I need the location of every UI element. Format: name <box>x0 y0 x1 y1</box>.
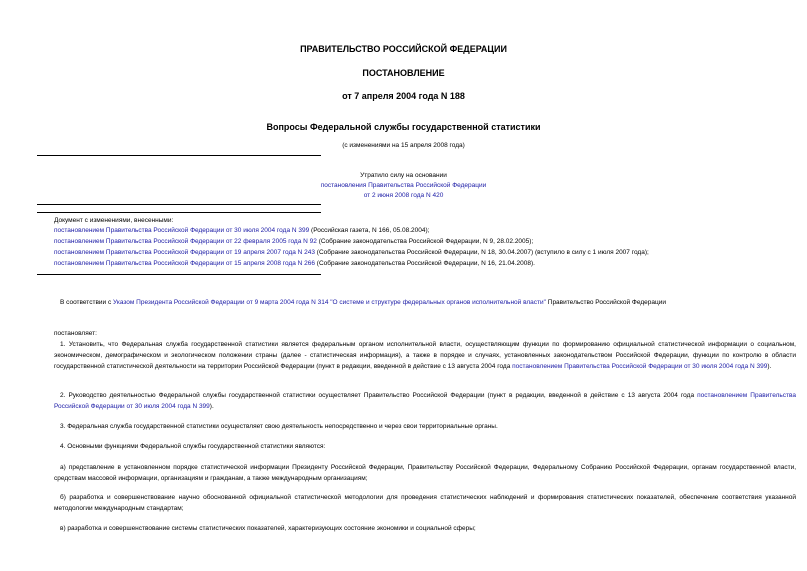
amendment-link[interactable]: постановлением Правительства Российской Федерации от 30 июля 2004 года N 399 <box>512 363 768 370</box>
presidential-decree-link[interactable]: Указом Президента Российской Федерации от 9 марта 2004 года N 314 "О системе и структуре федеральных органов исполнительной власти" <box>113 299 546 306</box>
amendment-item <box>54 226 794 236</box>
divider <box>37 204 321 205</box>
subparagraph-a: а) представление в установленном порядке статистической информации Президенту Российской Федерации, Правительству Российской Федерации, Федеральному Собранию Российской Федерации, органам государственной власти, средствам массовой информации, организациям и гражданам, а также международным организациям; <box>54 464 796 482</box>
amendment-link[interactable]: постановлением Правительства Российской Федерации от 19 апреля 2007 года N 243 <box>54 249 315 256</box>
amendment-item <box>54 248 794 258</box>
government-heading: ПРАВИТЕЛЬСТВО РОССИЙСКОЙ ФЕДЕРАЦИИ <box>300 44 507 54</box>
paragraph-2 <box>54 390 796 412</box>
paragraph-3: 3. Федеральная служба государственной статистики осуществляет свою деятельность непосредственно и через свои территориальные органы. <box>60 423 498 430</box>
paragraph-2-text: 2. Руководство деятельностью Федеральной службы государственной статистики осуществляет Правительство Российской Федерации (пункт в редакции, введенной в действие с 13 августа 2004 года <box>60 392 698 399</box>
amendment-link[interactable]: постановлением Правительства Российской Федерации от 22 февраля 2005 года N 92 <box>54 238 317 245</box>
repeal-link-date[interactable]: от 2 июня 2008 года N 420 <box>363 192 444 199</box>
preamble <box>60 297 796 308</box>
amendment-source: (Собрание законодательства Российской Федерации, N 9, 28.02.2005); <box>316 238 534 245</box>
amendment-item <box>54 237 794 247</box>
subparagraph-c: в) разработка и совершенствование системы статистических показателей, характеризующих состояние экономики и социальной сферы; <box>60 525 476 532</box>
divider <box>37 155 321 156</box>
paragraph-1 <box>54 339 796 372</box>
preamble-suffix: Правительство Российской Федерации <box>545 299 666 306</box>
amendment-link[interactable]: постановлением Правительства Российской Федерации от 30 июля 2004 года N 399 <box>54 227 310 234</box>
document-title: Вопросы Федеральной службы государственной статистики <box>266 122 541 132</box>
status-line: Утратило силу на основании <box>360 172 447 179</box>
amendment-source: (Российская газета, N 166, 05.08.2004); <box>309 227 430 234</box>
amendment-link[interactable]: постановлением Правительства Российской Федерации от 15 апреля 2008 года N 266 <box>54 260 315 267</box>
document-date-number: от 7 апреля 2004 года N 188 <box>342 91 465 101</box>
amendment-link[interactable]: постановлением Правительства Российской Федерации от 30 июля 2004 года N 399 <box>54 392 796 410</box>
amendment-source: (Собрание законодательства Российской Федерации, N 16, 21.04.2008). <box>315 260 535 267</box>
paragraph-1-end: ). <box>767 363 772 370</box>
amendments-intro: Документ с изменениями, внесенными: <box>54 217 174 224</box>
repeal-link[interactable]: постановления Правительства Российской Федерации <box>320 182 487 189</box>
divider <box>37 274 321 275</box>
paragraph-1-text: 1. Установить, что Федеральная служба государственной статистики является федеральным органом исполнительной власти, осуществляющим функции по формированию официальной статистической информации о социальном, экономическом, демографическом и экологическом положении страны (далее - статистическая информация), а также в порядке и случаях, установленных законодательством Российской Федерации, функции по контролю в области государственной статистической деятельности на территории Российской Федерации (пункт в редакции, введенной в действие с 13 августа 2004 года <box>54 341 796 370</box>
decrees-word: постановляет: <box>54 330 97 337</box>
changes-note: (с изменениями на 15 апреля 2008 года) <box>342 142 465 149</box>
paragraph-2-end: ). <box>209 403 214 410</box>
preamble-prefix: В соответствии с <box>60 299 114 306</box>
subparagraph-b: б) разработка и совершенствование научно обоснованной официальной статистической методологии для проведения статистических наблюдений и формирования статистических показателей, обеспечение соответствия указанной методологии международным стандартам; <box>54 494 796 512</box>
amendment-source: (Собрание законодательства Российской Федерации, N 18, 30.04.2007) (вступило в силу с 1 июля 2007 года); <box>315 249 649 256</box>
amendment-item <box>54 259 794 269</box>
paragraph-4: 4. Основными функциями Федеральной службы государственной статистики являются: <box>60 443 326 450</box>
document-type: ПОСТАНОВЛЕНИЕ <box>362 68 445 78</box>
divider <box>37 212 321 213</box>
